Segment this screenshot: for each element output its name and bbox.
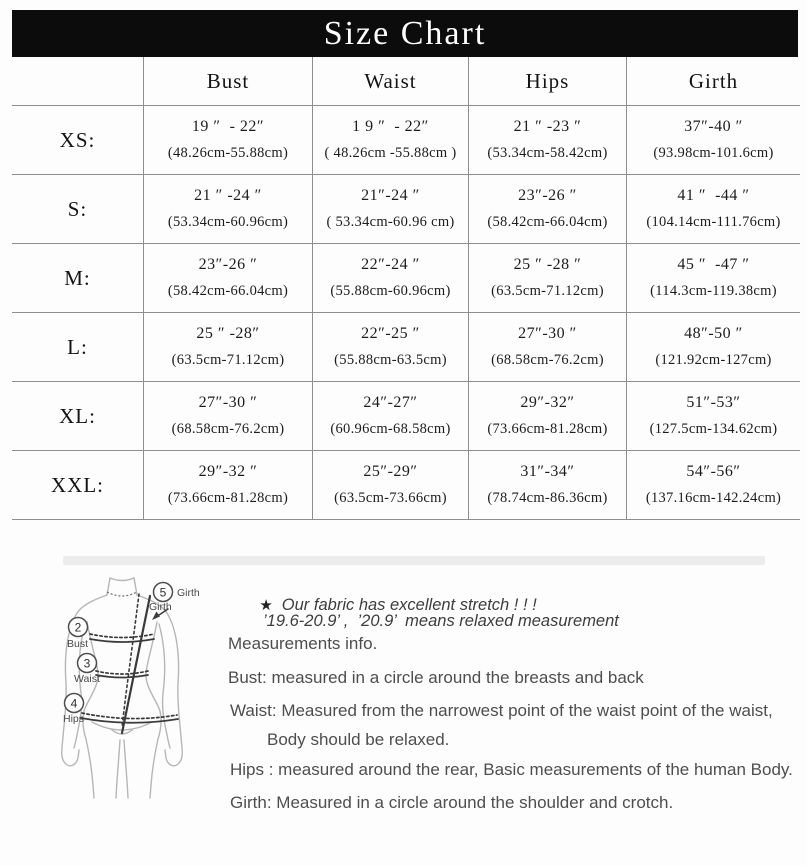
column-header-waist: Waist — [312, 57, 468, 105]
measurement-inches: 45 ″ -47 ″ — [677, 256, 750, 273]
measurement-cm: (60.96cm-68.58cm) — [330, 421, 451, 437]
cell-xl-hips — [468, 381, 626, 450]
measurement-inches: 29″-32 ″ — [198, 463, 258, 480]
cell-xs-hips — [468, 105, 626, 174]
cell-xxl-bust — [143, 450, 312, 519]
note-relaxed: ’19.6-20.9’ , ’20.9’ means relaxed measurement — [263, 612, 619, 630]
measurement-inches: 25 ″ -28 ″ — [513, 256, 582, 273]
measurement-inches: 22″-24 ″ — [361, 256, 420, 273]
measurement-cm: (48.26cm-55.88cm) — [167, 145, 289, 161]
measurement-cm: (53.34cm-58.42cm) — [487, 145, 608, 161]
waist-line — [96, 675, 148, 678]
measurement-cm: (73.66cm-81.28cm) — [167, 490, 289, 506]
measurement-inches: 29″-32″ — [520, 394, 575, 411]
size-label-xs: XS: — [12, 105, 143, 174]
measurement-inches: 21 ″ -24 ″ — [194, 187, 262, 204]
body-measurement-diagram — [50, 572, 222, 800]
measurement-cm: (104.14cm-111.76cm) — [646, 214, 781, 230]
size-label-s: S: — [12, 174, 143, 243]
measurement-inches: 25″-29″ — [363, 463, 418, 480]
measurement-inches: 1 9 ″ - 22″ — [352, 118, 429, 135]
measurement-inches: 23″-26 ″ — [518, 187, 577, 204]
girth-inner-label: Girth — [149, 601, 172, 613]
measurement-inches: 21″-24 ″ — [361, 187, 420, 204]
section-divider — [63, 556, 765, 565]
size-label-m: M: — [12, 243, 143, 312]
cell-l-girth — [626, 312, 800, 381]
measurement-cm: (68.58cm-76.2cm) — [171, 421, 285, 437]
cell-l-bust — [143, 312, 312, 381]
bust-line-dotted — [90, 634, 154, 638]
page-title: Size Chart — [323, 14, 487, 52]
measurement-cm: (55.88cm-60.96cm) — [330, 283, 451, 299]
measurement-cm: (93.98cm-101.6cm) — [653, 145, 774, 161]
measurement-cm: ( 53.34cm-60.96 cm) — [326, 214, 455, 230]
marker-bust-label: Bust — [67, 638, 89, 650]
cell-s-girth — [626, 174, 800, 243]
measurement-cm: (127.5cm-134.62cm) — [649, 421, 778, 437]
column-header-bust: Bust — [143, 57, 312, 105]
marker-waist-label: Waist — [74, 673, 100, 685]
column-header-hips: Hips — [468, 57, 626, 105]
marker-bust-number: 2 — [74, 620, 82, 635]
note-waist-continued: Body should be relaxed. — [267, 730, 450, 749]
measurement-inches: 31″-34″ — [520, 463, 575, 480]
cell-m-bust — [143, 243, 312, 312]
size-label-l: L: — [12, 312, 143, 381]
measurement-cm: (55.88cm-63.5cm) — [334, 352, 447, 368]
cell-xs-waist — [312, 105, 468, 174]
cell-m-girth — [626, 243, 800, 312]
marker-girth-number: 5 — [159, 585, 167, 600]
cell-xxl-girth — [626, 450, 800, 519]
cell-xxl-waist — [312, 450, 468, 519]
note-girth: Girth: Measured in a circle around the shoulder and crotch. — [230, 793, 674, 812]
note-bust: Bust: measured in a circle around the breasts and back — [228, 668, 644, 687]
size-table — [12, 57, 800, 520]
measurement-inches: 21 ″ -23 ″ — [513, 118, 582, 135]
measurement-inches: 27″-30 ″ — [518, 325, 577, 342]
measurement-cm: (68.58cm-76.2cm) — [491, 352, 604, 368]
measurement-inches: 19 ″ - 22″ — [191, 118, 265, 135]
measurement-cm: (58.42cm-66.04cm) — [167, 283, 289, 299]
measurement-inches: 27″-30 ″ — [198, 394, 258, 411]
size-label-xl: XL: — [12, 381, 143, 450]
cell-xs-girth — [626, 105, 800, 174]
measurement-cm: (63.5cm-71.12cm) — [491, 283, 604, 299]
note-stretch-text: Our fabric has excellent stretch ! ! ! — [281, 596, 537, 614]
measurement-inches: 23″-26 ″ — [198, 256, 258, 273]
collar-dotted-line — [107, 592, 137, 596]
measurement-inches: 51″-53″ — [686, 394, 741, 411]
measurement-cm: ( 48.26cm -55.88cm ) — [324, 145, 457, 161]
measurement-inches: 22″-25 ″ — [361, 325, 420, 342]
measurement-inches: 37″-40 ″ — [684, 118, 743, 135]
measurement-cm: (114.3cm-119.38cm) — [650, 283, 777, 299]
measurement-cm: (121.92cm-127cm) — [655, 352, 772, 368]
cell-s-hips — [468, 174, 626, 243]
cell-m-waist — [312, 243, 468, 312]
measurement-cm: (53.34cm-60.96cm) — [167, 214, 289, 230]
measurement-cm: (137.16cm-142.24cm) — [645, 490, 782, 506]
measurement-cm: (78.74cm-86.36cm) — [487, 490, 608, 506]
title-bar — [12, 10, 798, 57]
waist-line-dotted — [96, 671, 148, 674]
column-header-girth: Girth — [626, 57, 800, 105]
note-info-title: Measurements info. — [228, 634, 378, 653]
marker-hips-number: 4 — [70, 696, 78, 711]
cell-xl-girth — [626, 381, 800, 450]
measurement-inches: 48″-50 ″ — [684, 325, 743, 342]
star-icon: ★ — [259, 597, 273, 614]
cell-s-waist — [312, 174, 468, 243]
marker-waist-number: 3 — [83, 656, 91, 671]
marker-girth-label: Girth — [177, 587, 200, 599]
measurement-cm: (58.42cm-66.04cm) — [487, 214, 608, 230]
marker-hips-label: Hips — [63, 713, 85, 725]
measurement-inches: 41 ″ -44 ″ — [677, 187, 750, 204]
bust-line — [90, 639, 154, 642]
cell-xs-bust — [143, 105, 312, 174]
note-hips: Hips : measured around the rear, Basic measurements of the human Body. — [230, 760, 793, 779]
size-label-xxl: XXL: — [12, 450, 143, 519]
measurement-cm: (73.66cm-81.28cm) — [487, 421, 608, 437]
cell-s-bust — [143, 174, 312, 243]
table-corner-cell — [12, 57, 143, 105]
cell-l-waist — [312, 312, 468, 381]
measurement-cm: (63.5cm-71.12cm) — [171, 352, 285, 368]
cell-l-hips — [468, 312, 626, 381]
measurement-inches: 54″-56″ — [686, 463, 741, 480]
measurement-inches: 25 ″ -28″ — [196, 325, 260, 342]
cell-xl-waist — [312, 381, 468, 450]
note-waist: Waist: Measured from the narrowest point of the waist point of the waist, — [230, 701, 773, 720]
cell-m-hips — [468, 243, 626, 312]
cell-xxl-hips — [468, 450, 626, 519]
cell-xl-bust — [143, 381, 312, 450]
measurement-inches: 24″-27″ — [363, 394, 418, 411]
measurement-cm: (63.5cm-73.66cm) — [334, 490, 447, 506]
